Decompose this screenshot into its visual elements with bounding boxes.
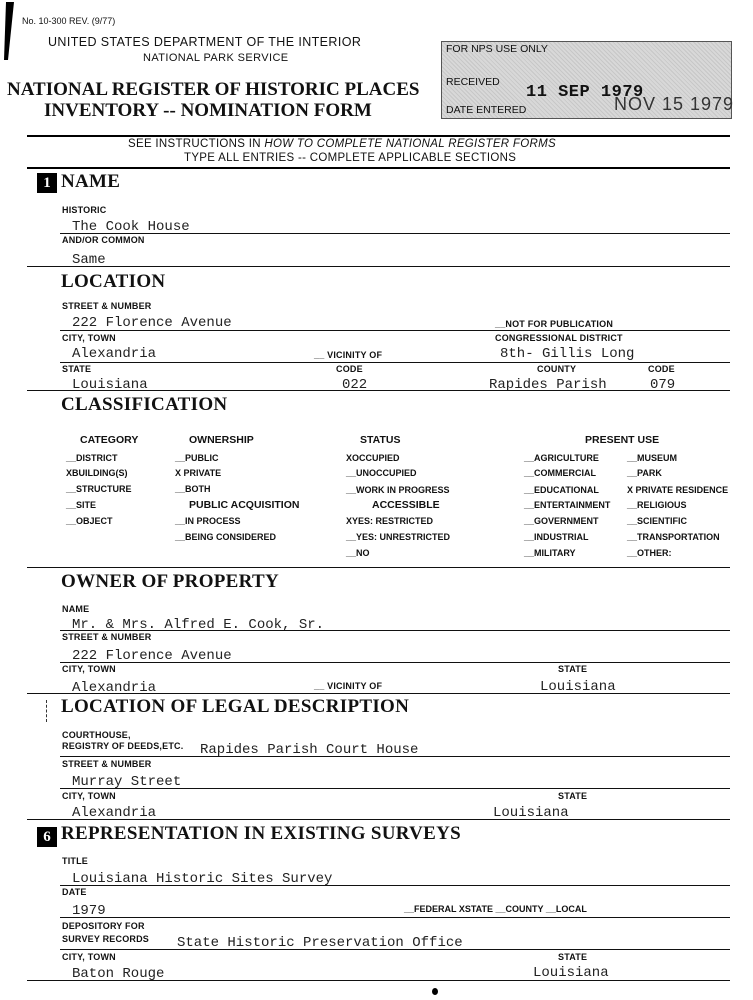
legal-city-label: CITY, TOWN	[62, 791, 116, 801]
date-entered-label: DATE ENTERED	[446, 104, 527, 116]
courthouse-rule	[60, 756, 730, 757]
survey-state-value: Louisiana	[533, 965, 609, 981]
historic-rule	[60, 233, 730, 234]
corner-mark	[2, 2, 14, 62]
category-item: __STRUCTURE	[66, 484, 132, 494]
legal-street-rule	[60, 788, 730, 789]
received-value: 11 SEP 1979	[526, 83, 644, 102]
section-legal-title: LOCATION OF LEGAL DESCRIPTION	[61, 696, 410, 717]
depository-rule	[60, 949, 730, 950]
acquisition-header: PUBLIC ACQUISITION	[189, 499, 300, 511]
status-item: __WORK IN PROGRESS	[346, 485, 450, 495]
use-item: __EDUCATIONAL	[524, 485, 599, 495]
section-number-1: 1	[37, 173, 57, 193]
section-name-title: NAME	[61, 171, 121, 192]
category-item: XBUILDING(S)	[66, 468, 128, 478]
courthouse-value: Rapides Parish Court House	[200, 742, 419, 758]
loc-street-value: 222 Florence Avenue	[72, 315, 232, 331]
accessible-item: XYES: RESTRICTED	[346, 516, 434, 526]
use-item: __TRANSPORTATION	[627, 532, 720, 542]
accessible-header: ACCESSIBLE	[372, 499, 440, 511]
section-owner-title: OWNER OF PROPERTY	[61, 571, 280, 592]
category-item: __SITE	[66, 500, 97, 510]
use-item: __OTHER:	[627, 548, 672, 558]
accessible-item: __NO	[346, 548, 370, 558]
ink-spot	[432, 988, 438, 995]
use-item: __MUSEUM	[627, 453, 678, 463]
survey-level-options: __FEDERAL XSTATE __COUNTY __LOCAL	[404, 904, 587, 914]
use-item: __GOVERNMENT	[524, 516, 599, 526]
instructions-italic: HOW TO COMPLETE NATIONAL REGISTER FORMS	[264, 138, 556, 150]
owner-city-rule	[27, 693, 730, 694]
category-item: __DISTRICT	[66, 453, 118, 463]
section-number-6: 6	[37, 827, 57, 847]
accessible-item: __YES: UNRESTRICTED	[346, 532, 451, 542]
owner-street-rule	[60, 662, 730, 663]
loc-city-value: Alexandria	[72, 346, 157, 362]
survey-date-rule	[60, 917, 730, 918]
use-item: __SCIENTIFIC	[627, 516, 688, 526]
use-item: __MILITARY	[524, 548, 576, 558]
legal-state-label: STATE	[558, 791, 588, 801]
not-for-publication: __NOT FOR PUBLICATION	[495, 319, 614, 329]
survey-date-value: 1979	[72, 903, 106, 919]
ownership-item: X PRIVATE	[175, 468, 222, 478]
acquisition-item: __IN PROCESS	[175, 516, 241, 526]
classification-rule	[27, 567, 730, 568]
common-rule	[27, 266, 730, 267]
use-item: __AGRICULTURE	[524, 453, 599, 463]
use-item: __PARK	[627, 468, 662, 478]
loc-city-rule	[60, 362, 730, 363]
instructions-bottom-rule	[27, 167, 730, 169]
survey-state-label: STATE	[558, 952, 588, 962]
use-item: X PRIVATE RESIDENCE	[627, 485, 729, 495]
survey-title-label: TITLE	[62, 856, 88, 866]
survey-date-label: DATE	[62, 887, 87, 897]
loc-street-label: STREET & NUMBER	[62, 301, 152, 311]
loc-street-rule	[60, 330, 730, 331]
owner-street-value: 222 Florence Avenue	[72, 648, 232, 664]
survey-title-rule	[60, 885, 730, 886]
received-label: RECEIVED	[446, 76, 500, 88]
ownership-header: OWNERSHIP	[189, 434, 254, 446]
category-header: CATEGORY	[80, 434, 139, 446]
loc-code2-label: CODE	[648, 364, 675, 374]
status-header: STATUS	[360, 434, 401, 446]
survey-title-value: Louisiana Historic Sites Survey	[72, 871, 333, 887]
loc-code-value: 022	[342, 377, 368, 393]
use-item: __ENTERTAINMENT	[524, 500, 611, 510]
courthouse-label-1: COURTHOUSE,	[62, 730, 131, 740]
owner-name-value: Mr. & Mrs. Alfred E. Cook, Sr.	[72, 617, 325, 633]
instructions-prefix: SEE INSTRUCTIONS IN	[128, 138, 265, 150]
owner-street-label: STREET & NUMBER	[62, 632, 152, 642]
congress-label: CONGRESSIONAL DISTRICT	[495, 333, 623, 343]
margin-mark	[46, 700, 47, 722]
loc-state-rule	[27, 390, 730, 391]
section-classification-title: CLASSIFICATION	[61, 394, 228, 415]
legal-state-value: Louisiana	[493, 805, 569, 821]
legal-city-value: Alexandria	[72, 805, 157, 821]
legal-street-label: STREET & NUMBER	[62, 759, 152, 769]
present-use-header: PRESENT USE	[585, 434, 660, 446]
owner-name-label: NAME	[62, 604, 90, 614]
depository-label-2: SURVEY RECORDS	[62, 934, 149, 944]
owner-name-rule	[60, 630, 730, 631]
survey-city-rule	[27, 980, 730, 981]
use-item: __RELIGIOUS	[627, 500, 687, 510]
category-item: __OBJECT	[66, 516, 113, 526]
form-title-line1: NATIONAL REGISTER OF HISTORIC PLACES	[7, 79, 420, 100]
section-surveys-title: REPRESENTATION IN EXISTING SURVEYS	[61, 823, 462, 844]
instructions-line2: TYPE ALL ENTRIES -- COMPLETE APPLICABLE SECTIONS	[184, 152, 517, 164]
status-item: XOCCUPIED	[346, 453, 400, 463]
status-item: __UNOCCUPIED	[346, 468, 417, 478]
depository-label-1: DEPOSITORY FOR	[62, 921, 145, 931]
owner-city-label: CITY, TOWN	[62, 664, 116, 674]
congress-value: 8th- Gillis Long	[500, 346, 635, 362]
loc-city-label: CITY, TOWN	[62, 333, 116, 343]
loc-state-label: STATE	[62, 364, 92, 374]
instructions-top-rule	[27, 135, 730, 137]
date-entered-value: NOV 15 1979	[614, 94, 735, 114]
loc-vicinity: __ VICINITY OF	[314, 350, 383, 360]
instructions-line1	[128, 138, 556, 150]
form-number: No. 10-300 REV. (9/77)	[22, 16, 116, 26]
ownership-item: __BOTH	[175, 484, 211, 494]
historic-value: The Cook House	[72, 219, 190, 235]
courthouse-label-2: REGISTRY OF DEEDS,ETC.	[62, 741, 184, 751]
common-value: Same	[72, 252, 106, 268]
survey-city-value: Baton Rouge	[72, 966, 165, 982]
loc-county-label: COUNTY	[537, 364, 577, 374]
legal-street-value: Murray Street	[72, 774, 182, 790]
historic-label: HISTORIC	[62, 205, 107, 215]
loc-code-label: CODE	[336, 364, 363, 374]
form-title-line2: INVENTORY -- NOMINATION FORM	[44, 100, 372, 121]
legal-city-rule	[27, 819, 730, 820]
loc-code2-value: 079	[650, 377, 676, 393]
ownership-item: __PUBLIC	[175, 453, 219, 463]
owner-state-label: STATE	[558, 664, 588, 674]
loc-county-value: Rapides Parish	[489, 377, 607, 393]
section-location-title: LOCATION	[61, 271, 166, 292]
common-label: AND/OR COMMON	[62, 235, 145, 245]
service-name: NATIONAL PARK SERVICE	[143, 52, 289, 64]
nps-label: FOR NPS USE ONLY	[446, 43, 548, 55]
survey-city-label: CITY, TOWN	[62, 952, 116, 962]
use-item: __INDUSTRIAL	[524, 532, 589, 542]
loc-state-value: Louisiana	[72, 377, 148, 393]
owner-vicinity: __ VICINITY OF	[314, 681, 383, 691]
owner-state-value: Louisiana	[540, 679, 616, 695]
owner-city-value: Alexandria	[72, 680, 157, 696]
use-item: __COMMERCIAL	[524, 468, 597, 478]
acquisition-item: __BEING CONSIDERED	[175, 532, 277, 542]
depository-value: State Historic Preservation Office	[177, 935, 463, 951]
department-name: UNITED STATES DEPARTMENT OF THE INTERIOR	[48, 35, 362, 49]
